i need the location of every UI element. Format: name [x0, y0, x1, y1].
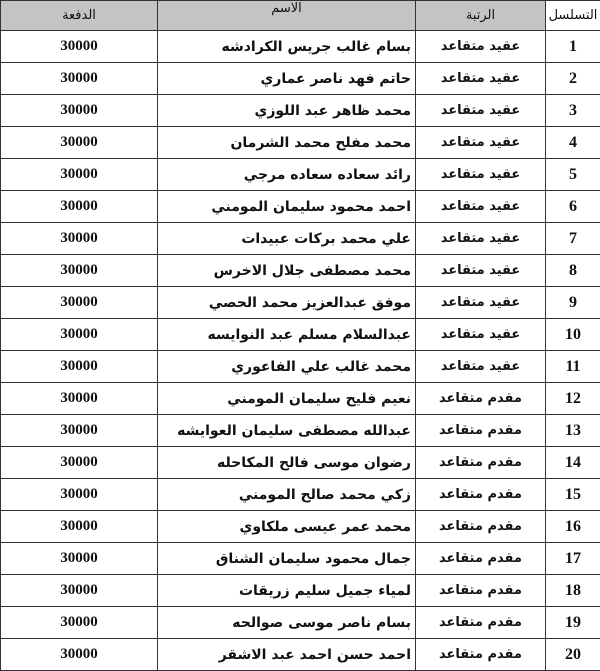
serial-cell: 1	[546, 31, 600, 63]
serial-cell: 5	[546, 159, 600, 191]
rank-cell: عقيد متقاعد	[416, 95, 546, 127]
serial-cell: 4	[546, 127, 600, 159]
payment-cell: 30000	[1, 223, 158, 255]
table-row	[1, 159, 600, 191]
table-row	[1, 95, 600, 127]
rank-cell: عقيد متقاعد	[416, 31, 546, 63]
serial-cell: 15	[546, 479, 600, 511]
name-cell: محمد ظاهر عبد اللوزي	[158, 95, 416, 127]
table-row	[1, 63, 600, 95]
name-cell: حاتم فهد ناصر عماري	[158, 63, 416, 95]
name-cell: زكي محمد صالح المومني	[158, 479, 416, 511]
payment-cell: 30000	[1, 415, 158, 447]
serial-cell: 12	[546, 383, 600, 415]
name-cell: نعيم فليح سليمان المومني	[158, 383, 416, 415]
name-cell: عبدالله مصطفى سليمان العوايشه	[158, 415, 416, 447]
table-body	[1, 31, 600, 671]
serial-cell: 7	[546, 223, 600, 255]
table-row	[1, 415, 600, 447]
table-row	[1, 191, 600, 223]
rank-cell: مقدم متقاعد	[416, 447, 546, 479]
table-row	[1, 223, 600, 255]
rank-cell: عقيد متقاعد	[416, 127, 546, 159]
payment-cell: 30000	[1, 447, 158, 479]
name-cell: احمد حسن احمد عبد الاشقر	[158, 639, 416, 671]
serial-cell: 3	[546, 95, 600, 127]
payment-cell: 30000	[1, 191, 158, 223]
header-rank: الرتبة	[416, 1, 546, 31]
table-row	[1, 255, 600, 287]
payment-cell: 30000	[1, 127, 158, 159]
header-serial: التسلسل	[546, 1, 600, 31]
rank-cell: مقدم متقاعد	[416, 511, 546, 543]
payment-cell: 30000	[1, 543, 158, 575]
name-cell: محمد عمر عيسى ملكاوي	[158, 511, 416, 543]
name-cell: محمد غالب علي الفاعوري	[158, 351, 416, 383]
rank-cell: عقيد متقاعد	[416, 319, 546, 351]
serial-cell: 17	[546, 543, 600, 575]
name-cell: محمد مفلح محمد الشرمان	[158, 127, 416, 159]
serial-cell: 13	[546, 415, 600, 447]
rank-cell: مقدم متقاعد	[416, 415, 546, 447]
serial-cell: 8	[546, 255, 600, 287]
rank-cell: مقدم متقاعد	[416, 479, 546, 511]
name-cell: لمياء جميل سليم زريقات	[158, 575, 416, 607]
serial-cell: 14	[546, 447, 600, 479]
name-cell: محمد مصطفى جلال الاخرس	[158, 255, 416, 287]
rank-cell: عقيد متقاعد	[416, 63, 546, 95]
payment-cell: 30000	[1, 159, 158, 191]
name-cell: علي محمد بركات عبيدات	[158, 223, 416, 255]
table-row	[1, 287, 600, 319]
serial-cell: 20	[546, 639, 600, 671]
rank-cell: عقيد متقاعد	[416, 255, 546, 287]
payment-cell: 30000	[1, 575, 158, 607]
payment-cell: 30000	[1, 479, 158, 511]
name-cell: موفق عبدالعزيز محمد الحصي	[158, 287, 416, 319]
name-cell: رائد سعاده سعاده مرجي	[158, 159, 416, 191]
table-row	[1, 319, 600, 351]
payment-cell: 30000	[1, 255, 158, 287]
table-row	[1, 447, 600, 479]
payment-cell: 30000	[1, 607, 158, 639]
name-cell: عبدالسلام مسلم عبد النوايسه	[158, 319, 416, 351]
rank-cell: مقدم متقاعد	[416, 543, 546, 575]
table-row	[1, 383, 600, 415]
serial-cell: 16	[546, 511, 600, 543]
table-row	[1, 607, 600, 639]
payment-cell: 30000	[1, 319, 158, 351]
name-cell: بسام ناصر موسى صوالحه	[158, 607, 416, 639]
table-row	[1, 543, 600, 575]
rank-cell: عقيد متقاعد	[416, 351, 546, 383]
serial-cell: 11	[546, 351, 600, 383]
payment-cell: 30000	[1, 511, 158, 543]
name-cell: بسام غالب جريس الكرادشه	[158, 31, 416, 63]
table-row	[1, 127, 600, 159]
table-row	[1, 575, 600, 607]
header-payment: الدفعة	[1, 1, 158, 31]
payment-cell: 30000	[1, 95, 158, 127]
payment-cell: 30000	[1, 383, 158, 415]
serial-cell: 6	[546, 191, 600, 223]
rank-cell: عقيد متقاعد	[416, 287, 546, 319]
serial-cell: 10	[546, 319, 600, 351]
header-row	[1, 1, 600, 31]
table-row	[1, 479, 600, 511]
rank-cell: عقيد متقاعد	[416, 159, 546, 191]
serial-cell: 18	[546, 575, 600, 607]
table-row	[1, 31, 600, 63]
name-cell: جمال محمود سليمان الشناق	[158, 543, 416, 575]
rank-cell: مقدم متقاعد	[416, 383, 546, 415]
rank-cell: مقدم متقاعد	[416, 575, 546, 607]
table-row	[1, 511, 600, 543]
serial-cell: 2	[546, 63, 600, 95]
serial-cell: 9	[546, 287, 600, 319]
rank-cell: مقدم متقاعد	[416, 639, 546, 671]
header-name: الاسم	[158, 1, 416, 31]
name-cell: رضوان موسى فالح المكاحله	[158, 447, 416, 479]
payment-cell: 30000	[1, 351, 158, 383]
rank-cell: عقيد متقاعد	[416, 223, 546, 255]
table-row	[1, 351, 600, 383]
serial-cell: 19	[546, 607, 600, 639]
rank-cell: عقيد متقاعد	[416, 191, 546, 223]
payment-cell: 30000	[1, 63, 158, 95]
name-cell: احمد محمود سليمان المومني	[158, 191, 416, 223]
payment-cell: 30000	[1, 639, 158, 671]
rank-cell: مقدم متقاعد	[416, 607, 546, 639]
payment-cell: 30000	[1, 287, 158, 319]
payment-cell: 30000	[1, 31, 158, 63]
